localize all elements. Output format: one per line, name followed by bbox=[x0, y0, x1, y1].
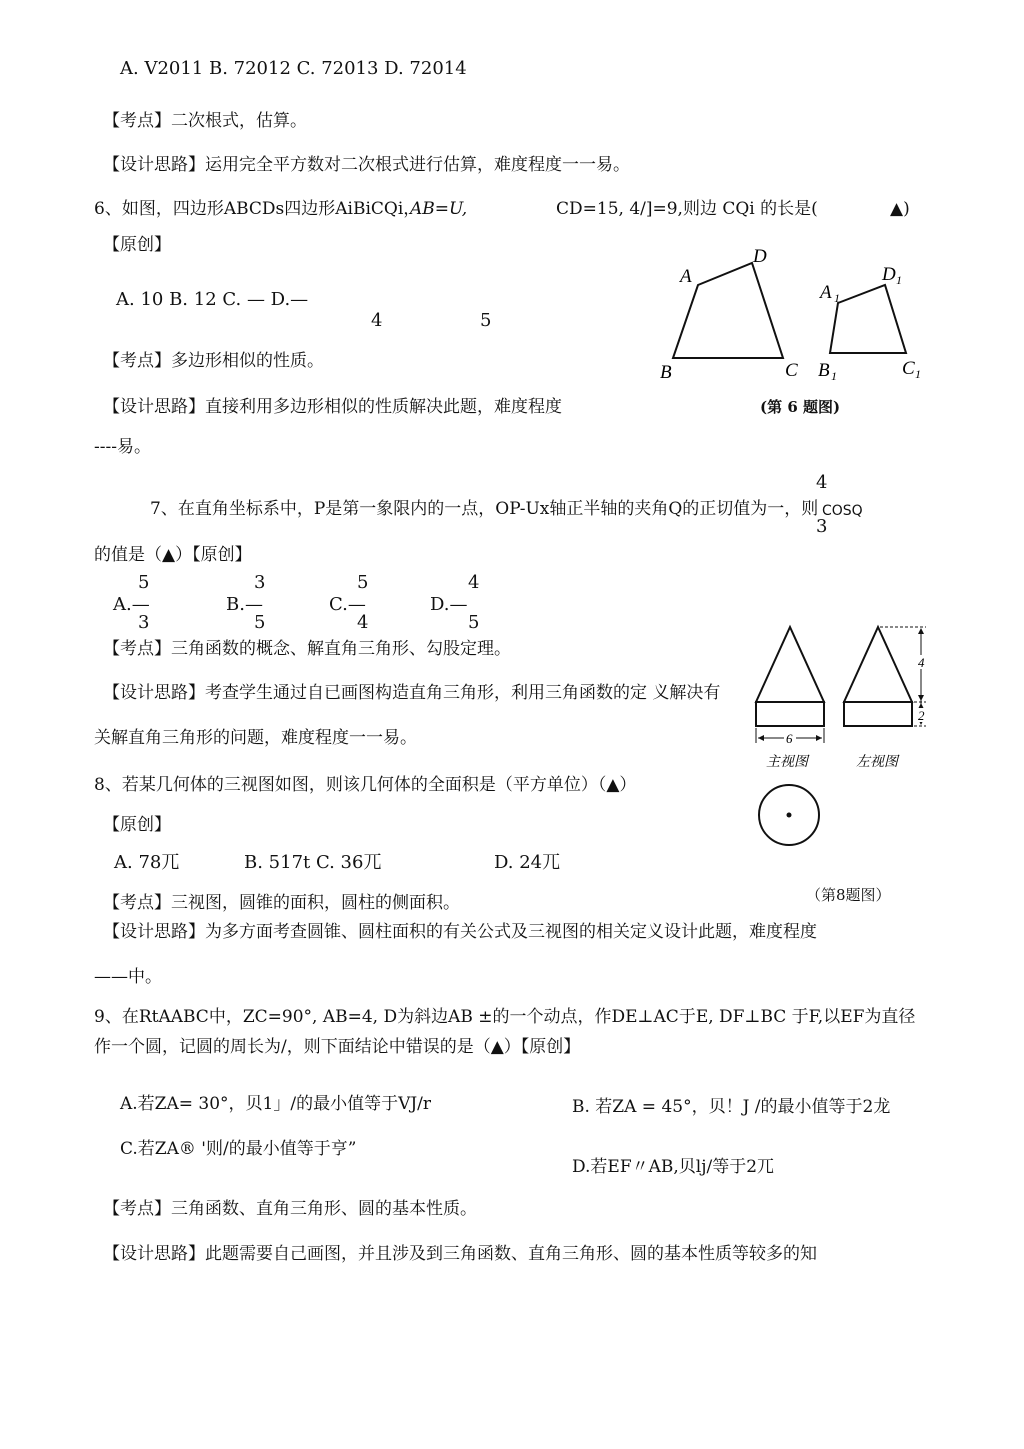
dim-6-label: 6 bbox=[786, 731, 793, 746]
q6-stem-a: 6、如图，四边形ABCDs四边形AiBiCQi， bbox=[94, 199, 421, 219]
label-a1: A bbox=[820, 282, 832, 303]
q7-opt-d-num: 4 bbox=[468, 572, 480, 593]
q9-stem: 9、在RtAABC中，ZC=90°, AB=4, D为斜边AB ±的一个动点，作DE⊥AC于E, DF⊥BC 于F,以EF为直径 bbox=[94, 1007, 916, 1027]
front-cone bbox=[756, 627, 824, 702]
side-cylinder bbox=[844, 702, 912, 726]
q6-sheji-cont: ----易。 bbox=[94, 437, 151, 457]
q9-stem2: 作一个圆，记圆的周长为/，则下面结论中错误的是（▲）【原创】 bbox=[94, 1037, 581, 1057]
quad-a1b1c1d1 bbox=[830, 285, 906, 353]
q6-kaodian: 【考点】多边形相似的性质。 bbox=[103, 351, 324, 371]
dim-arrow-mid-up bbox=[918, 695, 924, 701]
q7-opt-c: C.— bbox=[329, 594, 366, 615]
q5-options: A. V2011 B. 72012 C. 72013 D. 72014 bbox=[120, 58, 467, 79]
top-view-center bbox=[787, 813, 792, 818]
q8-sheji: 【设计思路】为多方面考查圆锥、圆柱面积的有关公式及三视图的相关定义设计此题，难度程度 bbox=[103, 922, 817, 942]
q8-opt-d: D. 24兀 bbox=[494, 852, 561, 873]
q5-sheji: 【设计思路】运用完全平方数对二次根式进行估算，难度程度一一易。 bbox=[103, 155, 630, 175]
q8-sheji-cont: ——中。 bbox=[94, 967, 162, 987]
dim-6-arrow-right bbox=[816, 735, 822, 741]
q7-opt-b-num: 3 bbox=[254, 572, 266, 593]
q7-kaodian: 【考点】三角函数的概念、解直角三角形、勾股定理。 bbox=[103, 639, 511, 659]
q8-opt-bc: B. 517t C. 36兀 bbox=[244, 852, 382, 873]
q5-kaodian: 【考点】二次根式，估算。 bbox=[103, 111, 307, 131]
q8-three-view-figure bbox=[740, 615, 950, 855]
q7-opt-a-den: 3 bbox=[138, 612, 150, 633]
q7-sheji-cont: 关解直角三角形的问题，难度程度一一易。 bbox=[94, 728, 417, 748]
label-c1: C bbox=[902, 358, 915, 379]
q7-sheji: 【设计思路】考查学生通过自已画图构造直角三角形，利用三角函数的定 义解决有 bbox=[103, 683, 721, 703]
label-d1-sub: 1 bbox=[896, 273, 902, 287]
q6-yuanchuang: 【原创】 bbox=[103, 235, 171, 255]
q7-opt-a: A.— bbox=[113, 594, 150, 615]
q7-opt-b-den: 5 bbox=[254, 612, 266, 633]
front-cylinder bbox=[756, 702, 824, 726]
q7-frac-num: 4 bbox=[816, 472, 828, 493]
q7-stem: 7、在直角坐标系中，P是第一象限内的一点，OP-Ux轴正半轴的夹角Q的正切值为一，则 bbox=[150, 499, 819, 519]
dim-6-arrow-left bbox=[758, 735, 764, 741]
label-b: B bbox=[660, 362, 672, 383]
q9-opt-d: D.若EF〃AB,贝lj/等于2兀 bbox=[572, 1157, 775, 1177]
q8-figure-caption: （第8题图） bbox=[806, 886, 891, 904]
front-view-label: 主视图 bbox=[766, 755, 808, 770]
dim-arrow-top bbox=[918, 628, 924, 634]
q7-opt-c-num: 5 bbox=[357, 572, 369, 593]
q6-den-c: 4 bbox=[371, 310, 383, 331]
label-c: C bbox=[785, 360, 798, 381]
q6-stem-b: AB=U, bbox=[410, 199, 468, 219]
dim-4-label: 4 bbox=[918, 655, 925, 670]
q7-stem2: 的值是（▲）【原创】 bbox=[94, 545, 252, 565]
q6-den-d: 5 bbox=[480, 310, 492, 331]
q6-options: A. 10 B. 12 C. — D.— bbox=[116, 289, 309, 310]
q8-stem: 8、若某几何体的三视图如图，则该几何体的全面积是（平方单位）（▲） bbox=[94, 775, 637, 795]
q6-quadrilaterals-figure bbox=[640, 240, 940, 390]
label-d: D bbox=[753, 246, 767, 267]
q9-opt-c: C.若ZA® '则/的最小值等于亨” bbox=[120, 1139, 357, 1159]
q8-kaodian: 【考点】三视图，圆锥的面积，圆柱的侧面积。 bbox=[103, 893, 460, 913]
side-cone bbox=[844, 627, 912, 702]
q7-stem-cos: COSQ bbox=[822, 503, 863, 519]
q9-kaodian: 【考点】三角函数、直角三角形、圆的基本性质。 bbox=[103, 1199, 477, 1219]
label-a1-sub: 1 bbox=[834, 291, 840, 305]
q6-figure-caption: (第 6 题图) bbox=[760, 398, 841, 416]
q7-opt-b: B.— bbox=[226, 594, 263, 615]
q7-opt-c-den: 4 bbox=[357, 612, 369, 633]
q6-stem-c: CD=15, 4/]=9,则边 CQi 的长是( bbox=[556, 199, 818, 219]
q7-opt-d-den: 5 bbox=[468, 612, 480, 633]
q7-frac-den: 3 bbox=[816, 516, 828, 537]
q9-opt-a: A.若ZA= 30°，贝1」/的最小值等于VJ/r bbox=[120, 1094, 432, 1114]
label-d1: D bbox=[882, 264, 896, 285]
q8-opt-a: A. 78兀 bbox=[114, 852, 180, 873]
q8-yuanchuang: 【原创】 bbox=[103, 815, 171, 835]
side-view-label: 左视图 bbox=[856, 755, 898, 770]
q6-stem-d: ▲) bbox=[890, 199, 910, 219]
q7-opt-d: D.— bbox=[430, 594, 468, 615]
q6-sheji: 【设计思路】直接利用多边形相似的性质解决此题，难度程度 bbox=[103, 397, 562, 417]
q7-opt-a-num: 5 bbox=[138, 572, 150, 593]
q9-opt-b: B. 若ZA = 45°，贝！J /的最小值等于2龙 bbox=[572, 1097, 891, 1117]
q9-sheji: 【设计思路】此题需要自己画图，并且涉及到三角函数、直角三角形、圆的基本性质等较多的知 bbox=[103, 1244, 817, 1264]
label-a: A bbox=[680, 266, 692, 287]
label-c1-sub: 1 bbox=[915, 367, 921, 381]
label-b1-sub: 1 bbox=[831, 369, 837, 383]
q7-opt-denominators-clip bbox=[100, 612, 520, 633]
dim-2-label: 2 bbox=[918, 708, 925, 723]
label-b1: B bbox=[818, 360, 830, 381]
